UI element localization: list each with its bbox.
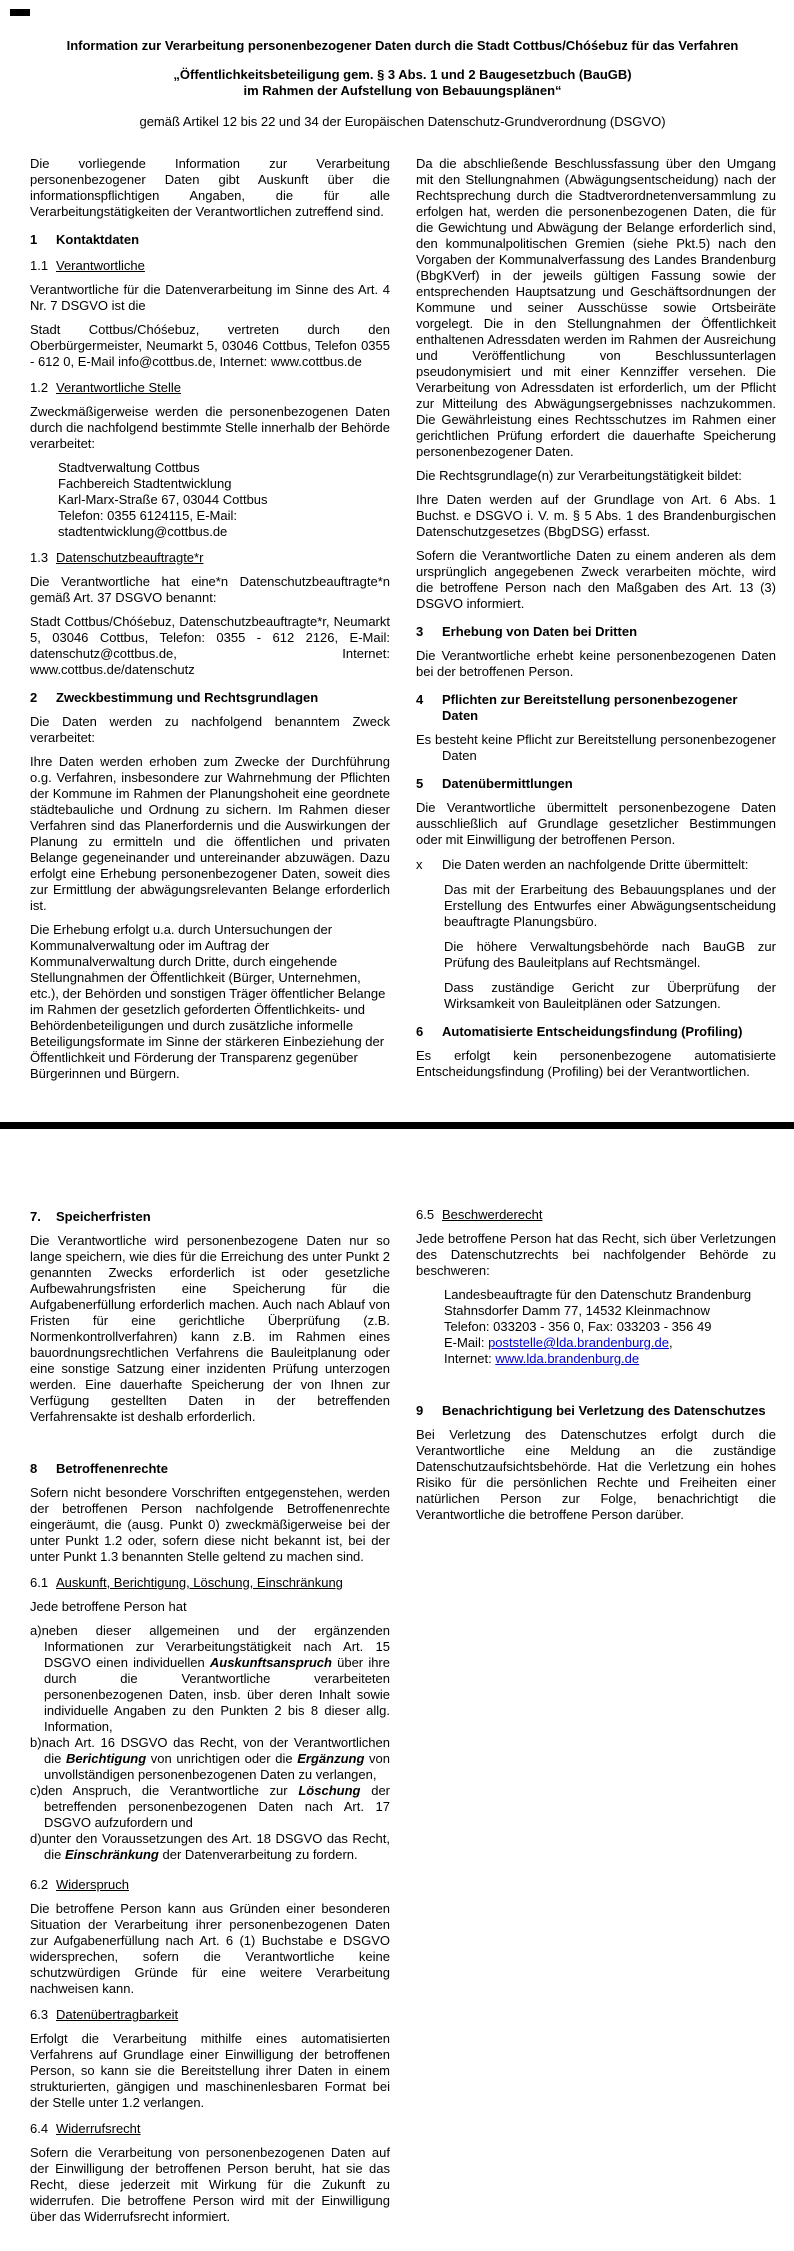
- section-title: Erhebung von Daten bei Dritten: [442, 624, 638, 639]
- address-block-authority: [444, 1287, 776, 1367]
- address-block-department: [58, 460, 390, 540]
- section-heading-2: [30, 690, 390, 706]
- subsection-title: Verantwortliche Stelle: [56, 380, 182, 395]
- paragraph: Die Verantwortliche erhebt keine personenbezogenen Daten bei der betroffenen Person.: [416, 648, 776, 679]
- section-heading-3: [416, 624, 776, 640]
- list-marker: b): [30, 1735, 42, 1750]
- email-line: E-Mail: poststelle@lda.brandenburg.de,: [444, 1335, 673, 1350]
- section-heading-9: [416, 1403, 776, 1419]
- legal-basis-line: gemäß Artikel 12 bis 22 und 34 der Europäischen Datenschutz-Grundverordnung (DSGVO): [139, 114, 666, 129]
- section-title: Betroffenenrechte: [56, 1461, 168, 1476]
- section-title: Benachrichtigung bei Verletzung des Datenschutzes: [442, 1403, 766, 1418]
- list-lead-text: Jede betroffene Person hat: [30, 1599, 187, 1614]
- paragraph: Jede betroffene Person hat das Recht, sich über Verletzungen des Datenschutzrechts bei nachfolgender Behörde zu beschweren:: [416, 1231, 776, 1278]
- page-2-columns: [30, 1197, 775, 2233]
- paragraph: Erfolgt die Verarbeitung mithilfe eines automatisierten Verfahrens auf Grundlage einer Einwilligung der betroffenen Person, so kann sie die Bereitstellung ihrer Daten in einem strukturierten, gängigen und maschinenlesbaren Format bei der Stelle unter 1.2 verlangen.: [30, 2031, 390, 2110]
- subsection-heading-6-4: [30, 2121, 390, 2137]
- subsection-title: Widerrufsrecht: [56, 2121, 141, 2136]
- address-line: Landesbeauftragte für den Datenschutz Brandenburg: [444, 1287, 752, 1302]
- address-line: Stahnsdorfer Damm 77, 14532 Kleinmachnow: [444, 1303, 710, 1318]
- paragraph: Die Verantwortliche hat eine*n Datenschutzbeauftragte*n gemäß Art. 37 DSGVO benannt:: [30, 574, 390, 605]
- paragraph: Es erfolgt kein personenbezogene automatisierte Entscheidungsfindung (Profiling) bei der Verantwortlichen.: [416, 1048, 776, 1079]
- paragraph: Verantwortliche für die Datenverarbeitung im Sinne des Art. 4 Nr. 7 DSGVO ist die: [30, 282, 390, 313]
- paragraph: Die betroffene Person kann aus Gründen einer besonderen Situation der Verarbeitung ihrer personenbezogenen Daten zur Aufgabenerfüllung nach Art. 6 (1) Buchstabe e DSGVO widersprechen, sofern die Verantwortliche keine schutzwürdigen Gründe für eine weitere Verarbeitung nachweisen kann.: [30, 1901, 390, 1996]
- section-number: 3: [416, 624, 424, 639]
- section-title: Zweckbestimmung und Rechtsgrundlagen: [56, 690, 319, 705]
- subsection-title: Datenschutzbeauftragte*r: [56, 550, 204, 565]
- list-marker: d): [30, 1831, 42, 1846]
- document-header: [30, 0, 775, 130]
- subsection-number: 1.3: [30, 550, 49, 565]
- page-2-right-column: [416, 1197, 776, 2233]
- section-number: 7.: [30, 1209, 41, 1224]
- emphasized-term: Berichtigung: [65, 1751, 147, 1766]
- scan-artifact-mark: [10, 9, 30, 16]
- document-title: Information zur Verarbeitung personenbezogener Daten durch die Stadt Cottbus/Chóśebuz für das Verfahren: [66, 38, 739, 53]
- section-heading-6: [416, 1024, 776, 1040]
- address-line: Telefon: 033203 - 356 0, Fax: 033203 - 356 49: [444, 1319, 712, 1334]
- subsection-number: 6.3: [30, 2007, 49, 2022]
- paragraph: Bei Verletzung des Datenschutzes erfolgt durch die Verantwortliche eine Meldung an die zuständige Datenschutzaufsichtsbehörde. Hat die Verletzung ein hohes Risiko für die persönlichen Rechte und Freiheiten einer natürlichen Person zur Folge, benachrichtigt die Verantwortliche die betroffene Person darüber.: [416, 1427, 776, 1522]
- paragraph: Die Verantwortliche wird personenbezogene Daten nur so lange speichern, wie dies für die Erreichung des unter Punkt 2 genannten Zwecks erforderlich ist oder gesetzliche Aufbewahrungsfristen eine Speicherung für die Aufgabenerfüllung erforderlich machen. Auch nach Ablauf von Fristen für eine gerichtliche Überprüfung (z.B. Normenkontrollverfahren) kann z.B. im Rahmen eines bauordnungsrechtlichen Verfahrens die Bauleitplanung oder eine sonstige Satzung einer inzidenten Prüfung unterzogen werden. Eine dauerhafte Speicherung der von Ihnen zur Verfügung gestellten Daten in der betreffenden Verfahrensakte ist deshalb erforderlich.: [30, 1233, 390, 1424]
- paragraph: Es besteht keine Pflicht zur Bereitstellung personenbezogener Daten: [416, 732, 776, 763]
- paragraph: Sofern die Verantwortliche Daten zu einem anderen als dem ursprünglich angegebenen Zweck verarbeiten möchte, wird die betroffene Person nach den Maßgaben des Art. 13 (3) DSGVO informiert.: [416, 548, 776, 611]
- section-title: Pflichten zur Bereitstellung personenbezogener Daten: [442, 692, 738, 723]
- page-1-right-column: [416, 148, 776, 1090]
- section-number: 2: [30, 690, 38, 705]
- emphasized-term: Ergänzung: [297, 1751, 365, 1766]
- paragraph: Die Verantwortliche übermittelt personenbezogene Daten ausschließlich auf Grundlage gesetzlicher Bestimmungen oder mit Einwilligung der betroffenen Person.: [416, 800, 776, 847]
- subsection-title: Auskunft, Berichtigung, Löschung, Einschränkung: [56, 1575, 343, 1590]
- internet-line: Internet: www.lda.brandenburg.de: [444, 1351, 640, 1366]
- third-party-item: Die höhere Verwaltungsbehörde nach BauGB zur Prüfung des Bauleitplans auf Rechtsmängel.: [444, 939, 776, 970]
- paragraph: Zweckmäßigerweise werden die personenbezogenen Daten durch die nachfolgend bestimmte Stelle innerhalb der Behörde verarbeitet:: [30, 404, 390, 451]
- section-heading-8: [30, 1461, 390, 1477]
- subsection-title: Datenübertragbarkeit: [56, 2007, 179, 2022]
- paragraph: Die Erhebung erfolgt u.a. durch Untersuchungen der Kommunalverwaltung oder im Auftrag der Kommunalverwaltung durch Dritte, durch eingehende Stellungnahmen der Öffentlichkeit (Bürger, Unternehmen, etc.), der Behörden und sonstigen Träger öffentlicher Belange im Rahmen der gesetzlich geforderten Öffentlichkeits- und Behördenbeteiligungen und durch zusätzliche informelle Beteiligungsformate im Sinne der stärkeren Einbeziehung der Öffentlichkeit und Förderung der Transparenz gegenüber Bürgerinnen und Bürgern.: [30, 922, 386, 1081]
- page-1-columns: [30, 148, 775, 1090]
- subsection-title: Verantwortliche: [56, 258, 145, 273]
- section-title: Automatisierte Entscheidungsfindung (Profiling): [442, 1024, 743, 1039]
- emphasized-term: Auskunftsanspruch: [209, 1655, 332, 1670]
- x-marker: x: [416, 857, 423, 872]
- third-party-item: Dass zuständige Gericht zur Überprüfung der Wirksamkeit von Bauleitplänen oder Satzungen.: [444, 980, 776, 1011]
- subsection-heading-1-1: [30, 258, 390, 274]
- list-marker: a): [30, 1623, 42, 1638]
- section-number: 1: [30, 232, 38, 247]
- subsection-number: 1.1: [30, 258, 49, 273]
- list-item-b: b)nach Art. 16 DSGVO das Recht, von der Verantwortlichen die Berichtigung von unrichtigen oder die Ergänzung von unvollständigen personenbezogenen Daten zu verlangen,: [30, 1735, 390, 1782]
- page-divider: [0, 1122, 794, 1129]
- page-1: [0, 0, 794, 1122]
- paragraph: Sofern nicht besondere Vorschriften entgegenstehen, werden der betroffenen Person nachfolgende Betroffenenrechte eingeräumt, die (ausg. Punkt 0) zweckmäßigerweise bei der unter Punkt 1.2 oder, sofern diese nicht bekannt ist, bei der unter Punkt 1.3 benannten Stelle geltend zu machen sind.: [30, 1485, 390, 1564]
- checkbox-list-item: [416, 857, 776, 873]
- paragraph: Die Daten werden zu nachfolgend benanntem Zweck verarbeitet:: [30, 714, 390, 745]
- subsection-heading-6-3: [30, 2007, 390, 2023]
- address-block-responsible: Stadt Cottbus/Chóśebuz, vertreten durch den Oberbürgermeister, Neumarkt 5, 03046 Cottbus, Telefon 0355 - 612 0, E-Mail info@cottbus.de, Internet: www.cottbus.de: [30, 322, 390, 369]
- subsection-number: 6.4: [30, 2121, 49, 2136]
- section-heading-7: [30, 1209, 390, 1225]
- page-1-left-column: [30, 148, 390, 1090]
- address-line: Fachbereich Stadtentwicklung: [58, 476, 232, 491]
- address-line: Stadtverwaltung Cottbus: [58, 460, 200, 475]
- paragraph: Ihre Daten werden auf der Grundlage von Art. 6 Abs. 1 Buchst. e DSGVO i. V. m. § 5 Abs. 1 des Brandenburgischen Datenschutzgesetzes (BbgDSG) erfasst.: [416, 492, 776, 539]
- subsection-heading-6-1: [30, 1575, 390, 1591]
- paragraph: Die Rechtsgrundlage(n) zur Verarbeitungstätigkeit bildet:: [416, 468, 742, 483]
- subsection-number: 1.2: [30, 380, 49, 395]
- section-title: Kontaktdaten: [56, 232, 140, 247]
- section-heading-4: [416, 692, 776, 724]
- address-block-dpo: Stadt Cottbus/Chóśebuz, Datenschutzbeauftragte*r, Neumarkt 5, 03046 Cottbus, Telefon: 0355 - 612 2126, E-Mail: datenschutz@cottbus.de, Internet: www.cottbus.de/datenschutz: [30, 614, 390, 677]
- subsection-number: 6.5: [416, 1207, 435, 1222]
- list-marker: c): [30, 1783, 41, 1798]
- section-number: 4: [416, 692, 424, 707]
- section-heading-5: [416, 776, 776, 792]
- checkbox-item-text: Die Daten werden an nachfolgende Dritte übermittelt:: [442, 857, 749, 872]
- section-title: Datenübermittlungen: [442, 776, 573, 791]
- section-number: 8: [30, 1461, 38, 1476]
- list-item-c: c)den Anspruch, die Verantwortliche zur Löschung der betreffenden personenbezogenen Daten nach Art. 17 DSGVO aufzufordern und: [30, 1783, 390, 1830]
- list-item-a: a)neben dieser allgemeinen und der ergänzenden Informationen zur Verarbeitungstätigkeit nach Art. 15 DSGVO einen individuellen Auskunftsanspruch über ihre durch die Verantwortliche verarbeiteten personenbezogenen Daten, insb. über deren Inhalt sowie individuelle Angaben zu den Punkten 2 bis 8 dieser allg. Information,: [30, 1623, 390, 1734]
- section-number: 5: [416, 776, 424, 791]
- document-subtitle-line2: im Rahmen der Aufstellung von Bebauungsplänen“: [243, 83, 562, 98]
- paragraph: Sofern die Verarbeitung von personenbezogenen Daten auf der Einwilligung der betroffenen Person beruht, hat sie das Recht, diese jederzeit mit Wirkung für die Zukunft zu widerrufen. Die betroffene Person wird mit der Einwilligung über das Widerrufsrecht informiert.: [30, 2145, 390, 2224]
- address-line: Karl-Marx-Straße 67, 03044 Cottbus: [58, 492, 268, 507]
- email-link[interactable]: poststelle@lda.brandenburg.de: [488, 1335, 669, 1350]
- subsection-title: Beschwerderecht: [442, 1207, 543, 1222]
- section-title: Speicherfristen: [56, 1209, 151, 1224]
- document-subtitle-line1: „Öffentlichkeitsbeteiligung gem. § 3 Abs. 1 und 2 Baugesetzbuch (BauGB): [173, 67, 632, 82]
- page-2: [0, 1129, 794, 2244]
- emphasized-term: Löschung: [298, 1783, 361, 1798]
- section-number: 6: [416, 1024, 424, 1039]
- intro-paragraph: Die vorliegende Information zur Verarbeitung personenbezogener Daten gibt Auskunft über die informationspflichtigen Angaben, die für alle Verarbeitungstätigkeiten der Verantwortlichen zutreffend sind.: [30, 156, 390, 219]
- third-party-item: Das mit der Erarbeitung des Bebauungsplanes und der Erstellung des Entwurfes einer Abwägungsentscheidung beauftragte Planungsbüro.: [444, 882, 776, 929]
- paragraph: Ihre Daten werden erhoben zum Zwecke der Durchführung o.g. Verfahren, insbesondere zur Wahrnehmung der Pflichten der Kommune im Rahmen der Planungshoheit eine geordnete städtebauliche und Ordnung zu sichern. Im Rahmen dieser Verfahren sind das Planerfordernis und die Auswirkungen der Planung zu ermitteln und die öffentlichen und privaten Belange gegeneinander und untereinander abzuwägen. Dazu erfolgt eine Erhebung personenbezogener Daten, soweit dies zur Ermittlung der abwägungsrelevanten Belange erforderlich ist.: [30, 754, 390, 913]
- section-heading-1: [30, 232, 390, 248]
- subsection-title: Widerspruch: [56, 1877, 129, 1892]
- subsection-number: 6.2: [30, 1877, 49, 1892]
- subsection-heading-6-2: [30, 1877, 390, 1893]
- subsection-number: 6.1: [30, 1575, 49, 1590]
- section-number: 9: [416, 1403, 424, 1418]
- page-2-left-column: [30, 1197, 390, 2233]
- subsection-heading-1-2: [30, 380, 390, 396]
- paragraph: Da die abschließende Beschlussfassung über den Umgang mit den Stellungnahmen (Abwägungsentscheidung) nach der Rechtsprechung durch die Stadtverordnetenversammlung zu erfolgen hat, werden die personenbezogenen Daten, die für die Gewichtung und Abwägung der Belange erforderlich sind, den kommunalpolitischen Gremien (siehe Pkt.5) nach den Vorgaben der Kommunalverfassung des Landes Brandenburg (BbgKVerf) in der jeweils gültigen Fassung sowie der entsprechenden Hauptsatzung und Geschäftsordnungen der Kommune und seiner Ausschüsse sowie Ortsbeiräte vorgelegt. Die in den Stellungnahmen der Öffentlichkeit enthaltenen Adressdaten werden im Rahmen der Ausreichung und Veröffentlichung von Beschlussunterlagen pseudonymisiert und mit einer Kennziffer versehen. Die Verarbeitung von Adressdaten ist erforderlich, um der Pflicht zur Mitteilung des Abwägungsergebnisses nachzukommen. Die Gewährleistung eines Rechtsschutzes im Rahmen einer gerichtlichen Prüfung erfordert die dauerhafte Speicherung personenbezogener Daten.: [416, 156, 776, 459]
- emphasized-term: Einschränkung: [64, 1847, 159, 1862]
- website-link[interactable]: www.lda.brandenburg.de: [495, 1351, 640, 1366]
- list-item-d: d)unter den Voraussetzungen des Art. 18 DSGVO das Recht, die Einschränkung der Datenverarbeitung zu fordern.: [30, 1831, 390, 1862]
- subsection-heading-6-5: [416, 1207, 776, 1223]
- subsection-heading-1-3: [30, 550, 390, 566]
- address-line: Telefon: 0355 6124115, E-Mail: stadtentwicklung@cottbus.de: [58, 508, 237, 539]
